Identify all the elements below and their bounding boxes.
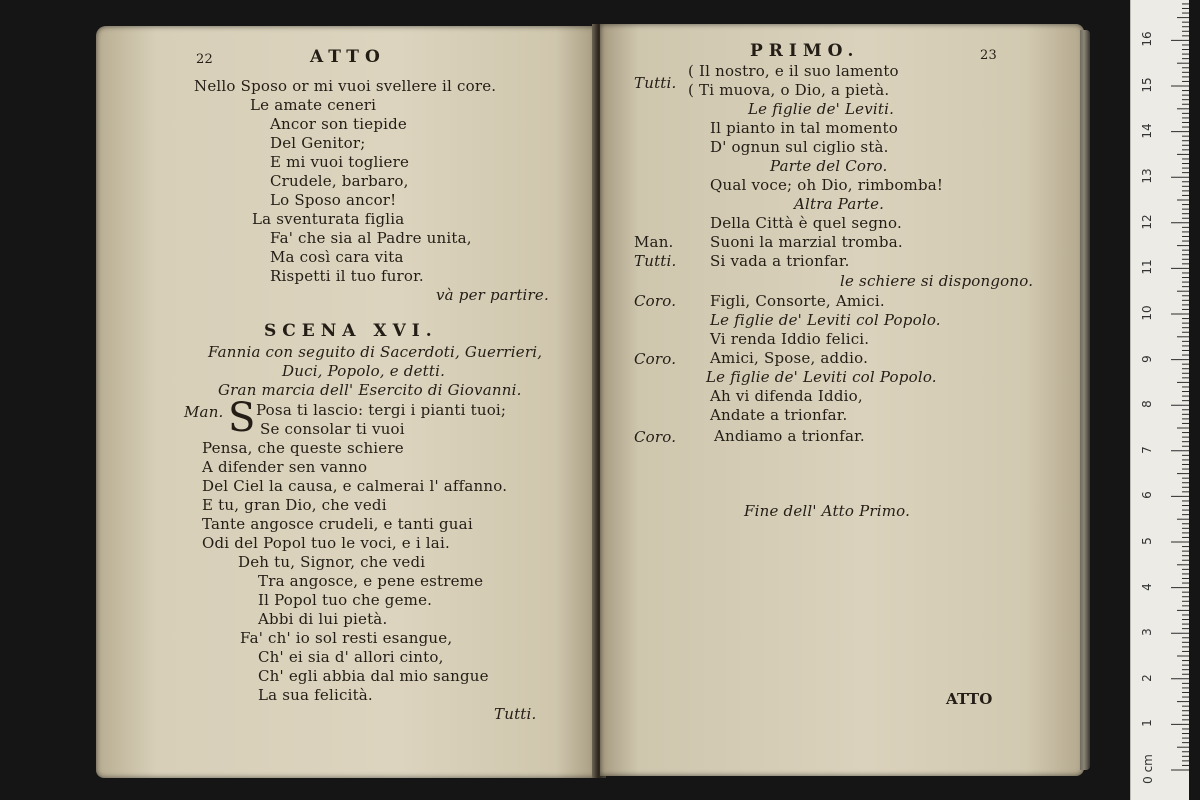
verse-line: Posa ti lascio: tergi i pianti tuoi; xyxy=(256,401,507,419)
ruler-label: 0 cm xyxy=(1141,754,1155,784)
ruler-label: 15 xyxy=(1140,77,1154,93)
verse-line: La sventurata figlia xyxy=(252,210,405,228)
verse-line: Ancor son tiepide xyxy=(270,115,408,133)
stage-direction: le schiere si dispongono. xyxy=(840,272,1034,290)
verse-line: Il Popol tuo che geme. xyxy=(258,591,433,609)
verse-line: Figli, Consorte, Amici. xyxy=(710,292,885,310)
verse-line: A difender sen vanno xyxy=(202,458,368,476)
scene-description: Gran marcia dell' Esercito di Giovanni. xyxy=(218,381,522,399)
ruler-label: 3 xyxy=(1140,628,1154,637)
drop-cap: S xyxy=(228,395,256,441)
scene-description: Duci, Popolo, e detti. xyxy=(282,362,446,380)
ruler-label: 14 xyxy=(1140,122,1154,139)
speaker-label: Man. xyxy=(634,233,674,251)
verse-line: Deh tu, Signor, che vedi xyxy=(238,553,426,571)
verse-line: Ah vi difenda Iddio, xyxy=(710,387,863,405)
verse-line: Tante angosce crudeli, e tanti guai xyxy=(202,515,473,533)
measurement-ruler xyxy=(1130,0,1189,800)
speaker-label: Coro. xyxy=(634,428,677,446)
verse-line: Pensa, che queste schiere xyxy=(202,439,404,457)
speaker-label: Coro. xyxy=(634,292,677,310)
verse-line: ( Il nostro, e il suo lamento xyxy=(688,62,899,80)
scene-title: SCENA XVI. xyxy=(264,321,438,341)
stage-direction: Le figlie de' Leviti col Popolo. xyxy=(706,368,937,386)
verse-line: Qual voce; oh Dio, rimbomba! xyxy=(710,176,944,194)
verse-line: Lo Sposo ancor! xyxy=(270,191,397,209)
book-page-edges xyxy=(1080,30,1090,770)
verse-line: Ch' egli abbia dal mio sangue xyxy=(258,667,489,685)
speaker-label: Coro. xyxy=(634,350,677,368)
verse-line: Ma così cara vita xyxy=(270,248,404,266)
left-page-header: ATTO xyxy=(310,47,386,67)
stage-direction: và per partire. xyxy=(436,286,549,304)
catchword: Tutti. xyxy=(494,705,537,723)
right-page xyxy=(600,24,1084,776)
verse-line: Del Ciel la causa, e calmerai l' affanno. xyxy=(202,477,508,495)
stage-direction: Altra Parte. xyxy=(794,195,885,213)
speaker-label: Tutti. xyxy=(634,252,677,270)
verse-line: Le amate ceneri xyxy=(250,96,377,114)
ruler-label: 13 xyxy=(1140,168,1154,184)
stage-direction: Le figlie de' Leviti. xyxy=(748,100,895,118)
verse-line: ( Ti muova, o Dio, a pietà. xyxy=(688,81,890,99)
ruler-label: 10 xyxy=(1140,305,1154,321)
verse-line: Vi renda Iddio felici. xyxy=(710,330,870,348)
verse-line: Fa' che sia al Padre unita, xyxy=(270,229,472,247)
ruler-label: 4 xyxy=(1140,582,1154,591)
ruler-label: 5 xyxy=(1140,537,1154,545)
verse-line: Tra angosce, e pene estreme xyxy=(258,572,484,590)
verse-line: E tu, gran Dio, che vedi xyxy=(202,496,387,514)
left-page xyxy=(96,26,596,778)
verse-line: Andiamo a trionfar. xyxy=(714,427,865,445)
ruler-label: 2 xyxy=(1140,673,1154,682)
ruler-label: 8 xyxy=(1140,400,1154,409)
left-page-number: 22 xyxy=(196,52,213,67)
ruler-label: 12 xyxy=(1140,214,1154,230)
stage-direction: Parte del Coro. xyxy=(770,157,888,175)
verse-line: Si vada a trionfar. xyxy=(710,252,850,270)
verse-line: La sua felicità. xyxy=(258,686,373,704)
verse-line: Se consolar ti vuoi xyxy=(260,420,405,438)
end-of-act-note: Fine dell' Atto Primo. xyxy=(744,502,911,520)
stage-direction: Le figlie de' Leviti col Popolo. xyxy=(710,311,941,329)
verse-line: Del Genitor; xyxy=(270,134,366,152)
ruler-label: 11 xyxy=(1140,259,1154,276)
verse-line: Ch' ei sia d' allori cinto, xyxy=(258,648,444,666)
verse-line: Abbi di lui pietà. xyxy=(258,610,388,628)
verse-line: Rispetti il tuo furor. xyxy=(270,267,424,285)
verse-line: Odi del Popol tuo le voci, e i lai. xyxy=(202,534,450,552)
verse-line: Suoni la marzial tromba. xyxy=(710,233,903,251)
verse-line: Crudele, barbaro, xyxy=(270,172,409,190)
verse-line: Andate a trionfar. xyxy=(710,406,848,424)
verse-line: Fa' ch' io sol resti esangue, xyxy=(240,629,453,647)
verse-line: Amici, Spose, addio. xyxy=(710,349,869,367)
verse-line: D' ognun sul ciglio stà. xyxy=(710,138,889,156)
right-page-header: PRIMO. xyxy=(750,41,860,61)
speaker-label: Man. xyxy=(184,403,224,421)
catchword: ATTO xyxy=(946,690,993,708)
ruler-label: 9 xyxy=(1140,354,1154,363)
ruler-label: 16 xyxy=(1140,31,1154,48)
ruler-label: 7 xyxy=(1140,445,1154,454)
verse-line: Il pianto in tal momento xyxy=(710,119,898,137)
verse-line: E mi vuoi togliere xyxy=(270,153,410,171)
speaker-label: Tutti. xyxy=(634,74,677,92)
ruler-label: 1 xyxy=(1140,719,1154,728)
ruler-label: 6 xyxy=(1140,491,1154,500)
verse-line: Della Città è quel segno. xyxy=(710,214,902,232)
right-page-number: 23 xyxy=(980,48,997,63)
scene-description: Fannia con seguito di Sacerdoti, Guerrieri, xyxy=(208,343,543,361)
verse-line: Nello Sposo or mi vuoi svellere il core. xyxy=(194,77,497,95)
